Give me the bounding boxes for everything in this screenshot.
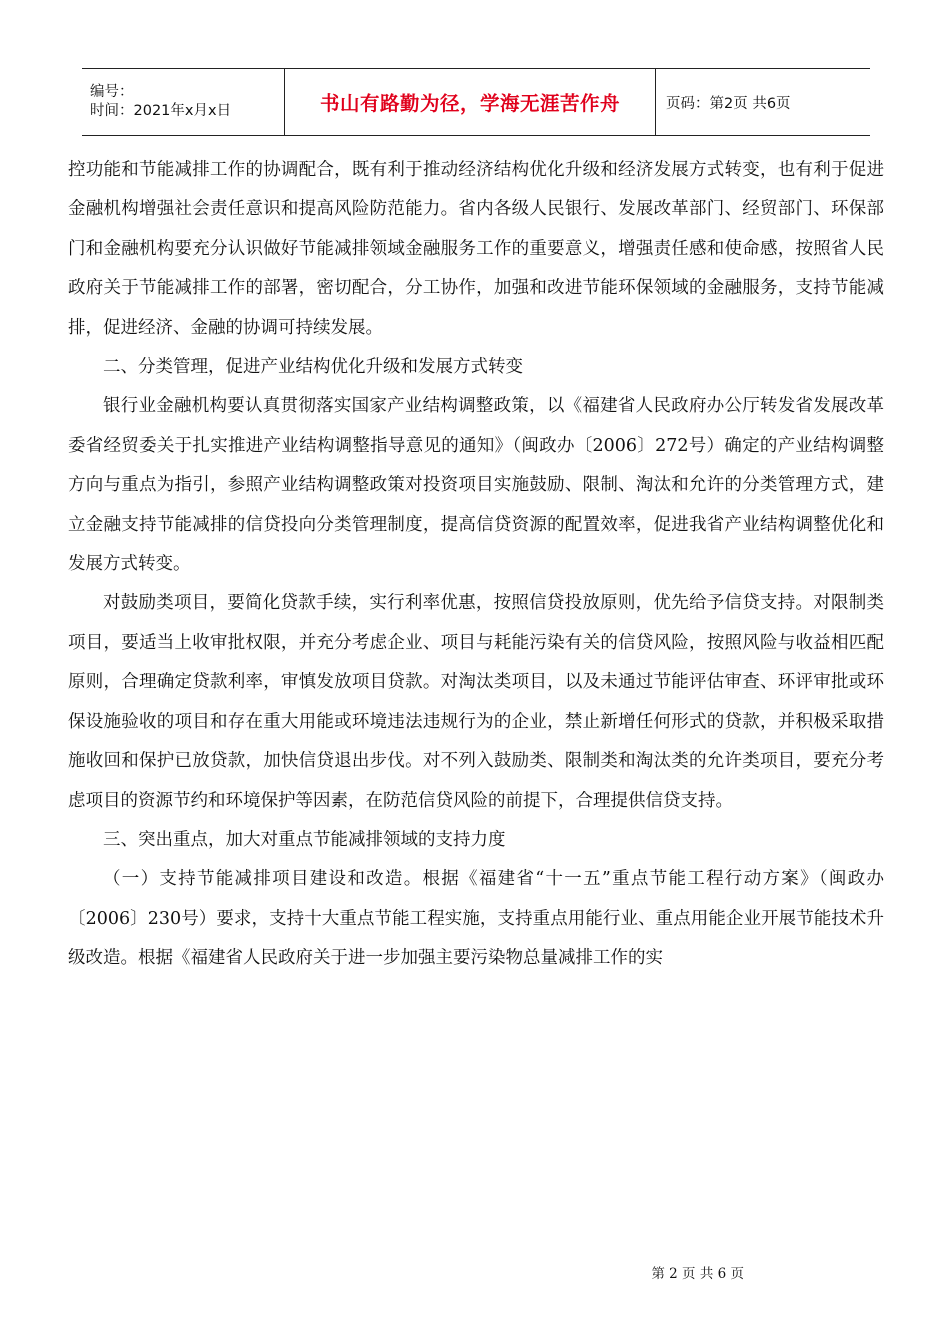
section-heading-3: 三、突出重点，加大对重点节能减排领域的支持力度 (103, 829, 506, 850)
document-body (68, 151, 884, 979)
paragraph: 银行业金融机构要认真贯彻落实国家产业结构调整政策，以《福建省人民政府办公厅转发省发展改革委省经贸委关于扎实推进产业结构调整指导意见的通知》（闽政办〔2006〕272号）确定的产业结构调整方向与重点为指引，参照产业结构调整政策对投资项目实施鼓励、限制、淘汰和允许的分类管理方式，建立金融支持节能减排的信贷投向分类管理制度，提高信贷资源的配置效率，促进我省产业结构调整优化和发展方式转变。 (68, 396, 884, 575)
time-label: 时间：2021年x月x日 (90, 103, 232, 119)
paragraph: 对鼓励类项目，要简化贷款手续，实行利率优惠，按照信贷投放原则，优先给予信贷支持。对限制类项目，要适当上收审批权限，并充分考虑企业、项目与耗能污染有关的信贷风险，按照风险与收益相匹配原则，合理确定贷款利率，审慎发放项目贷款。对淘汰类项目，以及未通过节能评估审查、环评审批或环保设施验收的项目和存在重大用能或环境违法违规行为的企业，禁止新增任何形式的贷款，并积极采取措施收回和保护已放贷款，加快信贷退出步伐。对不列入鼓励类、限制类和淘汰类的允许类项目，要充分考虑项目的资源节约和环境保护等因素，在防范信贷风险的前提下，合理提供信贷支持。 (68, 593, 884, 811)
header-page-info: 页码：第2页 共6页 (666, 95, 791, 112)
paragraph: （一）支持节能减排项目建设和改造。根据《福建省“十一五”重点节能工程行动方案》（闽政办〔2006〕230号）要求，支持十大重点节能工程实施，支持重点用能行业、重点用能企业开展节能技术升级改造。根据《福建省人民政府关于进一步加强主要污染物总量减排工作的实 (68, 869, 884, 969)
serial-label: 编号： (90, 84, 134, 100)
page-footer: 第 2 页 共 6 页 (651, 1266, 744, 1282)
page-header (82, 68, 870, 136)
header-motto: 书山有路勤为径，学海无涯苦作舟 (284, 69, 656, 135)
section-heading-2: 二、分类管理，促进产业结构优化升级和发展方式转变 (103, 357, 523, 378)
header-meta (82, 69, 284, 135)
paragraph-continuation: 控功能和节能减排工作的协调配合，既有利于推动经济结构优化升级和经济发展方式转变，也有利于促进金融机构增强社会责任意识和提高风险防范能力。省内各级人民银行、发展改革部门、经贸部门、环保部门和金融机构要充分认识做好节能减排领域金融服务工作的重要意义，增强责任感和使命感，按照省人民政府关于节能减排工作的部署，密切配合，分工协作，加强和改进节能环保领域的金融服务，支持节能减排，促进经济、金融的协调可持续发展。 (68, 160, 884, 338)
